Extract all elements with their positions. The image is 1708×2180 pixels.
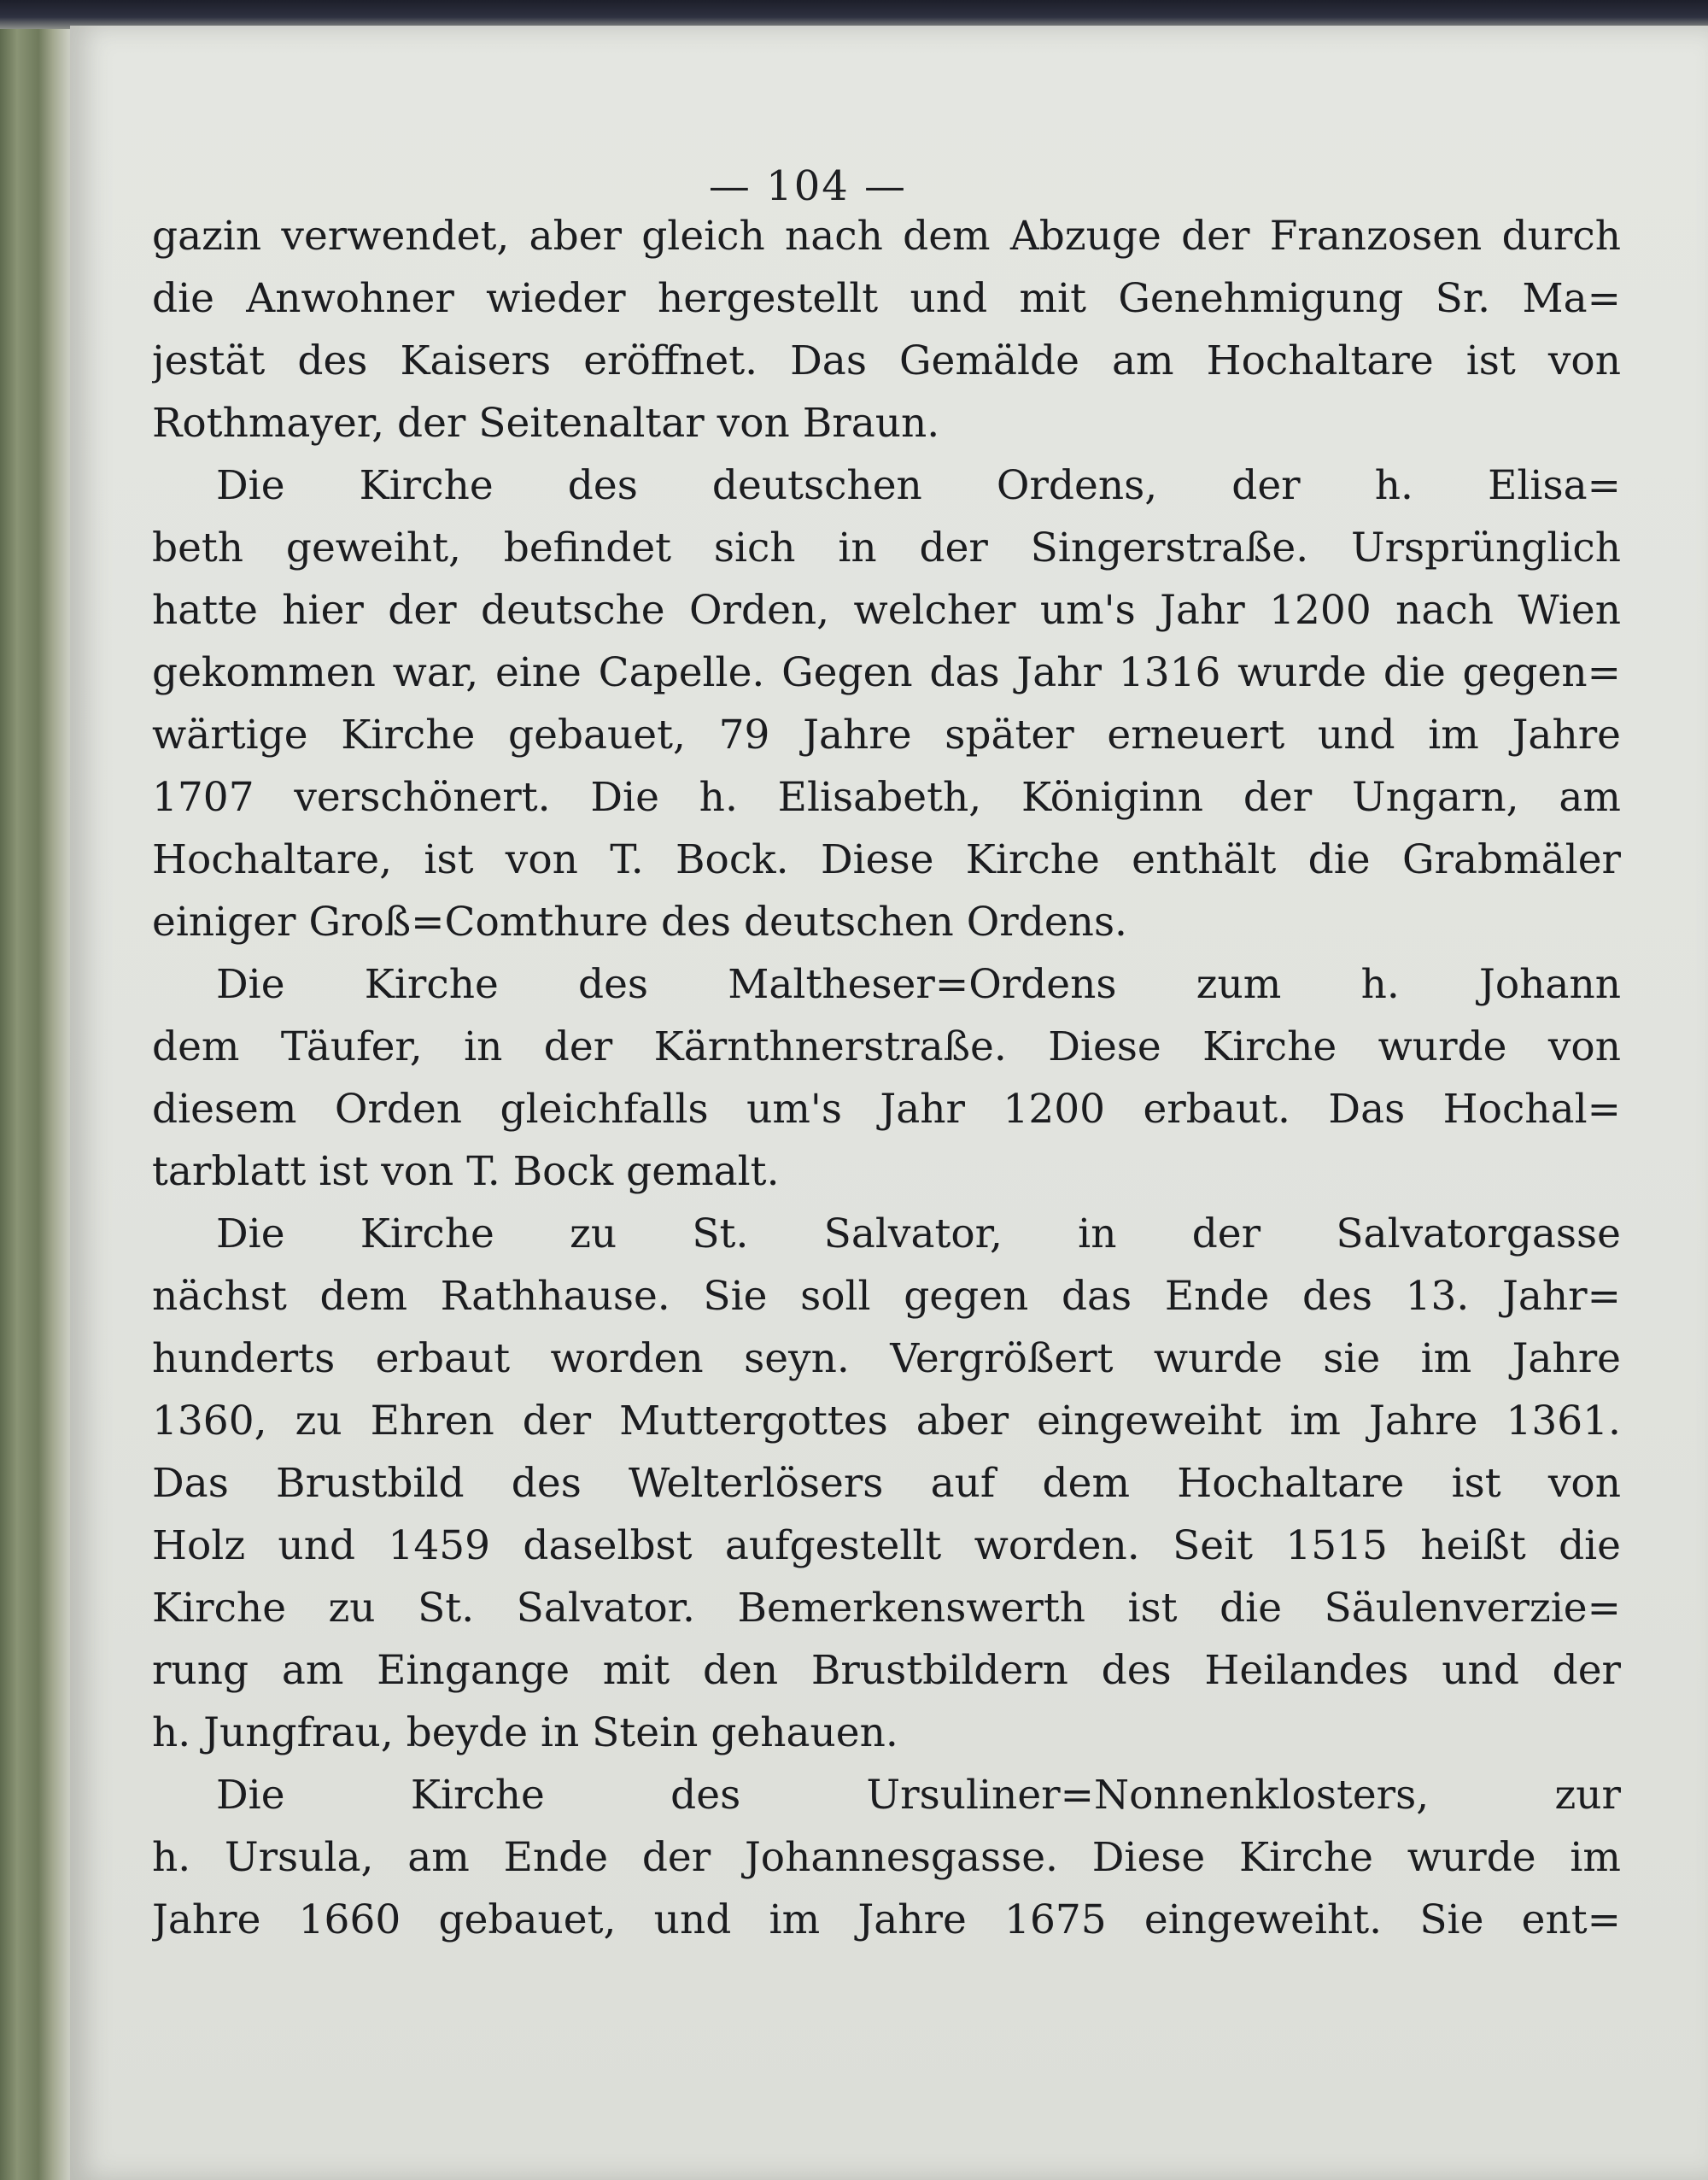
text-line: Jahre 1660 gebauet, und im Jahre 1675 eingeweiht. Sie ent= [152, 1896, 1621, 1943]
scanner-edge [0, 0, 1708, 29]
text-line: Die Kirche des deutschen Ordens, der h. Elisa= [216, 462, 1621, 509]
text-line: gekommen war, eine Capelle. Gegen das Jahr 1316 wurde die gegen= [152, 649, 1621, 696]
text-line: dem Täufer, in der Kärnthnerstraße. Diese Kirche wurde von [152, 1023, 1621, 1070]
text-line: Das Brustbild des Welterlösers auf dem Hochaltare ist von [152, 1460, 1621, 1507]
text-line: h. Ursula, am Ende der Johannesgasse. Diese Kirche wurde im [152, 1834, 1621, 1881]
text-line: wärtige Kirche gebauet, 79 Jahre später erneuert und im Jahre [152, 712, 1621, 759]
body-text [152, 205, 1621, 1951]
text-line: 1360, zu Ehren der Muttergottes aber eingeweiht im Jahre 1361. [152, 1398, 1621, 1445]
page-number: — 104 — [708, 162, 908, 210]
text-line: Die Kirche zu St. Salvator, in der Salvatorgasse [216, 1210, 1621, 1257]
text-line: gazin verwendet, aber gleich nach dem Abzuge der Franzosen durch [152, 213, 1621, 260]
text-line: die Anwohner wieder hergestellt und mit Genehmigung Sr. Ma= [152, 275, 1621, 322]
text-line: jestät des Kaisers eröffnet. Das Gemälde am Hochaltare ist von [152, 337, 1621, 384]
text-line: Rothmayer, der Seitenaltar von Braun. [152, 400, 940, 447]
text-line: 1707 verschönert. Die h. Elisabeth, Königinn der Ungarn, am [152, 774, 1621, 821]
text-line: nächst dem Rathhause. Sie soll gegen das Ende des 13. Jahr= [152, 1273, 1621, 1320]
text-line: diesem Orden gleichfalls um's Jahr 1200 erbaut. Das Hochal= [152, 1086, 1621, 1133]
text-line: tarblatt ist von T. Bock gemalt. [152, 1148, 780, 1195]
text-line: beth geweiht, befindet sich in der Singerstraße. Ursprünglich [152, 524, 1621, 571]
text-line: hatte hier der deutsche Orden, welcher um's Jahr 1200 nach Wien [152, 587, 1621, 634]
text-line: Die Kirche des Ursuliner=Nonnenklosters, zur [216, 1772, 1621, 1819]
text-line: h. Jungfrau, beyde in Stein gehauen. [152, 1709, 898, 1756]
text-line: Kirche zu St. Salvator. Bemerkenswerth ist die Säulenverzie= [152, 1585, 1621, 1632]
text-line: Die Kirche des Maltheser=Ordens zum h. Johann [216, 961, 1621, 1008]
text-line: einiger Groß=Comthure des deutschen Ordens. [152, 899, 1127, 946]
text-line: rung am Eingange mit den Brustbildern des Heilandes und der [152, 1647, 1621, 1694]
text-line: Holz und 1459 daselbst aufgestellt worden. Seit 1515 heißt die [152, 1522, 1621, 1569]
text-line: Hochaltare, ist von T. Bock. Diese Kirche enthält die Grabmäler [152, 836, 1621, 883]
text-line: hunderts erbaut worden seyn. Vergrößert wurde sie im Jahre [152, 1335, 1621, 1382]
